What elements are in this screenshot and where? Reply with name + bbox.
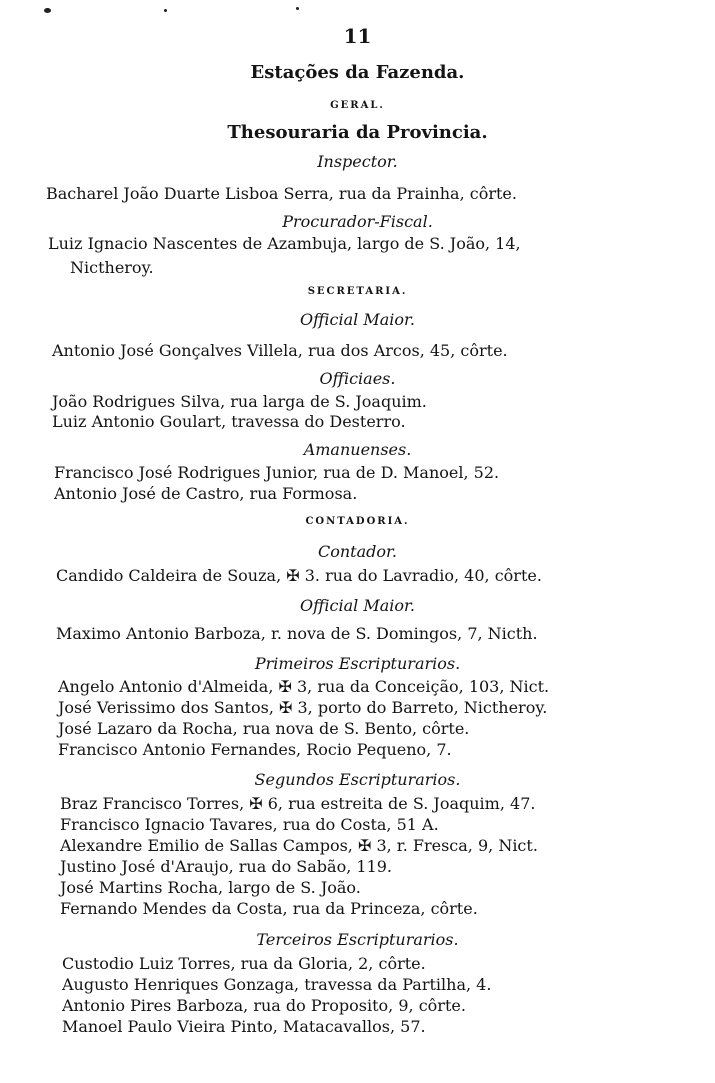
primeiros-entry: Angelo Antonio d'Almeida, ✠ 3, rua da Conceição, 103, Nict. xyxy=(58,677,550,696)
official-maior-heading: Official Maior. xyxy=(299,310,416,329)
officiaes-entry: Luiz Antonio Goulart, travessa do Desterro. xyxy=(52,412,406,431)
primeiros-heading: Primeiros Escripturarios. xyxy=(254,654,461,673)
segundos-entry: Justino José d'Araujo, rua do Sabão, 119. xyxy=(60,857,393,876)
segundos-entry: Alexandre Emilio de Sallas Campos, ✠ 3, r. Fresca, 9, Nict. xyxy=(60,836,538,855)
segundos-heading: Segundos Escripturarios. xyxy=(254,770,461,789)
page-number: 11 xyxy=(343,24,372,48)
terceiros-heading: Terceiros Escripturarios. xyxy=(256,930,459,949)
terceiros-entry: Custodio Luiz Torres, rua da Gloria, 2, côrte. xyxy=(62,954,426,973)
inspector-entry: Bacharel João Duarte Lisboa Serra, rua da Prainha, côrte. xyxy=(46,184,517,203)
terceiros-entry: Manoel Paulo Vieira Pinto, Matacavallos, 57. xyxy=(62,1017,426,1036)
segundos-entry: José Martins Rocha, largo de S. João. xyxy=(60,878,361,897)
officiaes-heading: Officiaes. xyxy=(319,369,396,388)
secretaria-heading: SECRETARIA. xyxy=(307,286,408,297)
official-maior-entry: Antonio José Gonçalves Villela, rua dos Arcos, 45, côrte. xyxy=(52,341,508,360)
primeiros-entry: José Verissimo dos Santos, ✠ 3, porto do Barreto, Nictheroy. xyxy=(58,698,548,717)
primeiros-entry: José Lazaro da Rocha, rua nova de S. Bento, côrte. xyxy=(58,719,470,738)
scan-speck xyxy=(164,9,167,12)
official-maior2-entry: Maximo Antonio Barboza, r. nova de S. Domingos, 7, Nicth. xyxy=(56,624,538,643)
office-title: Thesouraria da Provincia. xyxy=(227,122,488,143)
segundos-entry: Francisco Ignacio Tavares, rua do Costa, 51 A. xyxy=(60,815,439,834)
scan-speck xyxy=(44,8,51,13)
amanuenses-heading: Amanuenses. xyxy=(303,440,412,459)
amanuenses-entry: Francisco José Rodrigues Junior, rua de D. Manoel, 52. xyxy=(54,463,500,482)
primeiros-entry: Francisco Antonio Fernandes, Rocio Pequeno, 7. xyxy=(58,740,452,759)
scan-speck xyxy=(296,7,299,10)
section-title: Estações da Fazenda. xyxy=(250,62,465,83)
terceiros-entry: Augusto Henriques Gonzaga, travessa da Partilha, 4. xyxy=(62,975,492,994)
segundos-entry: Braz Francisco Torres, ✠ 6, rua estreita de S. Joaquim, 47. xyxy=(60,794,536,813)
subsection-geral: GERAL. xyxy=(330,100,385,111)
official-maior2-heading: Official Maior. xyxy=(299,596,416,615)
procurador-entry-line2: Nictheroy. xyxy=(70,258,154,277)
contadoria-heading: CONTADORIA. xyxy=(305,516,410,527)
amanuenses-entry: Antonio José de Castro, rua Formosa. xyxy=(54,484,358,503)
contador-heading: Contador. xyxy=(318,542,397,561)
segundos-entry: Fernando Mendes da Costa, rua da Princeza, côrte. xyxy=(60,899,478,918)
procurador-entry-line1: Luiz Ignacio Nascentes de Azambuja, largo de S. João, 14, xyxy=(48,234,521,253)
inspector-heading: Inspector. xyxy=(317,152,398,171)
terceiros-entry: Antonio Pires Barboza, rua do Proposito, 9, côrte. xyxy=(62,996,466,1015)
officiaes-entry: João Rodrigues Silva, rua larga de S. Joaquim. xyxy=(52,392,427,411)
procurador-heading: Procurador-Fiscal. xyxy=(282,212,433,231)
contador-entry: Candido Caldeira de Souza, ✠ 3. rua do Lavradio, 40, côrte. xyxy=(56,566,542,585)
